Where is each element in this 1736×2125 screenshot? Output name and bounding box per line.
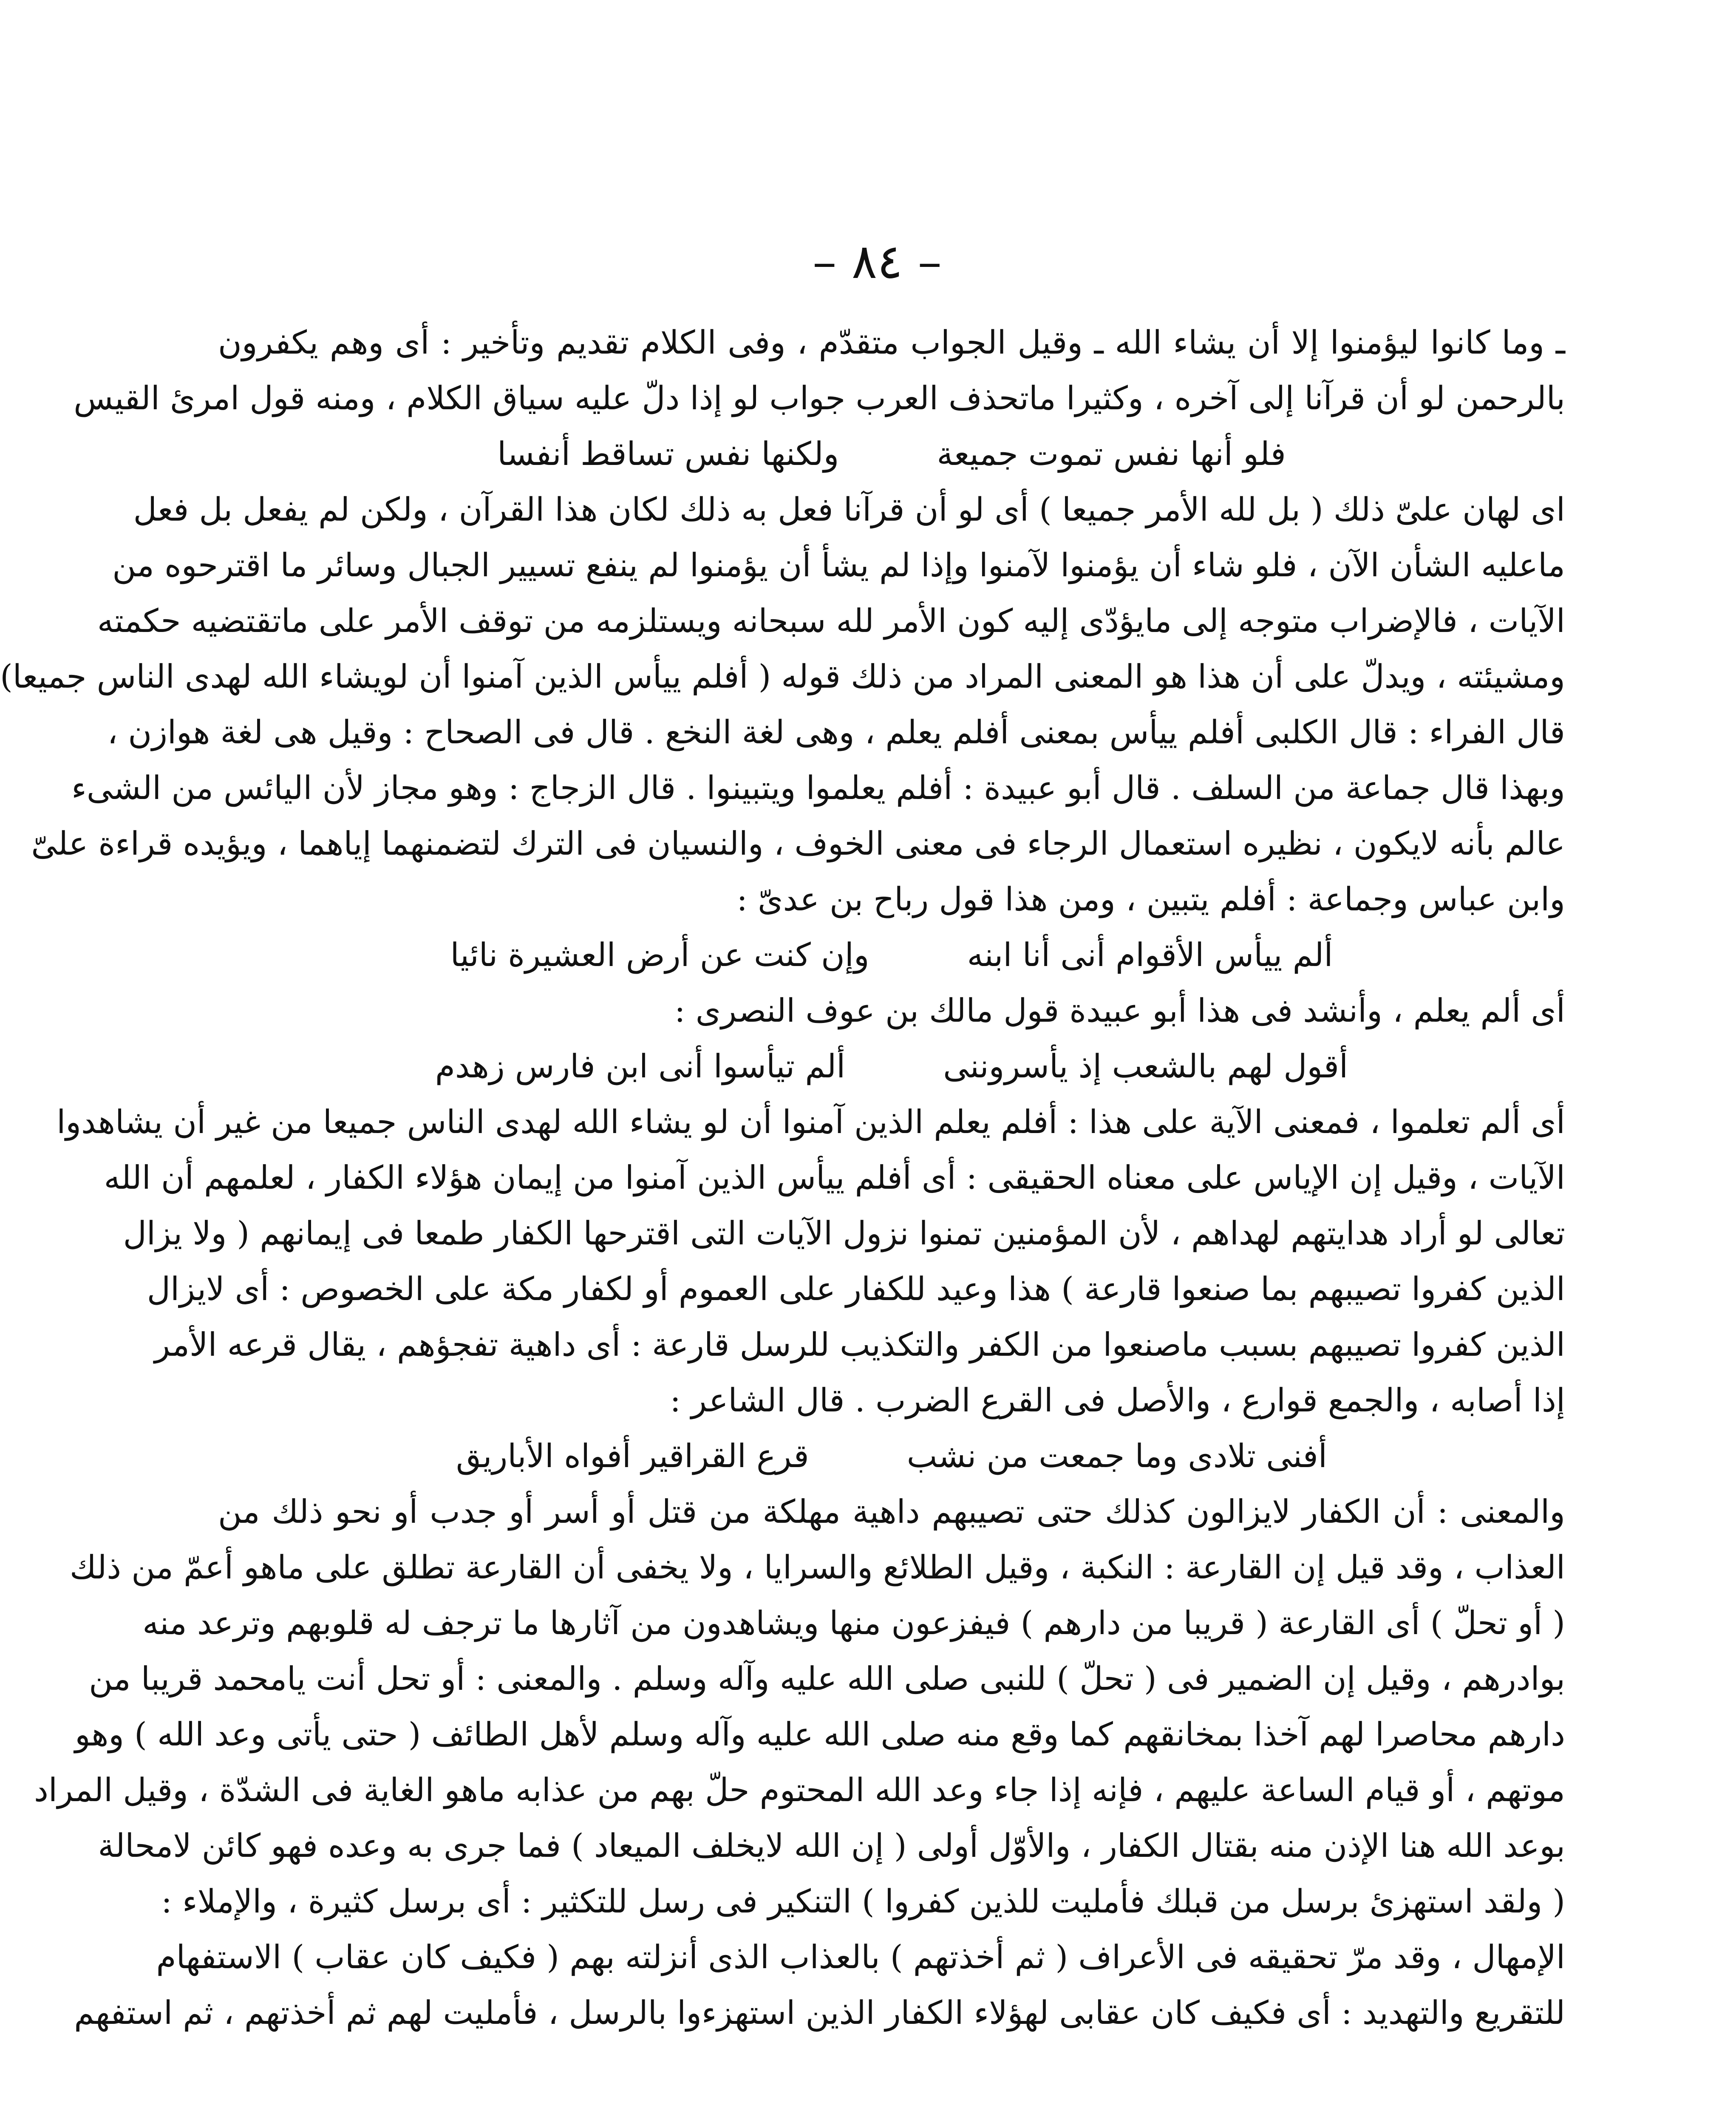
text-line: الإمهال ، وقد مرّ تحقيقه فى الأعراف ( ثم أخذتهم ) بالعذاب الذى أنزلته بهم ( فكيف كان عقاب ) الاستفهام [156, 1938, 1565, 1976]
text-line: بوادرهم ، وقيل إن الضمير فى ( تحلّ ) للنبى صلى الله عليه وآله وسلم . والمعنى : أو تحل أنت يامحمد قريبا من [89, 1660, 1565, 1697]
text-line: بالرحمن لو أن قرآنا إلى آخره ، وكثيرا ماتحذف العرب جواب لو إذا دلّ عليه سياق الكلام ، ومنه قول امرئ القيس [74, 379, 1565, 417]
text-line: موتهم ، أو قيام الساعة عليهم ، فإنه إذا جاء وعد الله المحتوم حلّ بهم من عذابه ماهو الغاية فى الشدّة ، وقيل المراد [34, 1771, 1565, 1809]
text-line: ( أو تحلّ ) أى القارعة ( قريبا من دارهم ) فيفزعون منها ويشاهدون من آثارها ما ترجف له قلوبهم وترعد منه [142, 1604, 1565, 1642]
text-line: ومشيئته ، ويدلّ على أن هذا هو المعنى المراد من ذلك قوله ( أفلم ييأس الذين آمنوا أن لويشاء الله لهدى الناس جميعا) [0, 657, 1565, 695]
text-line: الذين كفروا تصيبهم بما صنعوا قارعة ) هذا وعيد للكفار على العموم أو لكفار مكة على الخصوص : أى لايزال [147, 1270, 1565, 1308]
text-line: ( ولقد استهزئ برسل من قبلك فأمليت للذين كفروا ) التنكير فى رسل للتكثير : أى برسل كثيرة ، والإملاء : [161, 1882, 1565, 1920]
poetry-verse [218, 426, 1565, 482]
text-line: عالم بأنه لايكون ، نظيره استعمال الرجاء فى معنى الخوف ، والنسيان فى الترك لتضمنهما إياهما ، ويؤيده قراءة علىّ [31, 824, 1565, 862]
verse-second-hemistich: قرع القراقير أفواه الأباريق [456, 1437, 809, 1475]
verse-second-hemistich: ولكنها نفس تساقط أنفسا [497, 435, 839, 473]
verse-first-hemistich: ألم ييأس الأقوام أنى أنا ابنه [967, 936, 1333, 974]
text-line: إذا أصابه ، والجمع قوارع ، والأصل فى القرع الضرب . قال الشاعر : [670, 1381, 1565, 1419]
page-number: – ٨٤ – [813, 234, 942, 289]
text-line: وبهذا قال جماعة من السلف . قال أبو عبيدة : أفلم يعلموا ويتبينوا . قال الزجاج : وهو مجاز لأن اليائس من الشىء [71, 769, 1565, 807]
text-line: الآيات ، وقيل إن الإياس على معناه الحقيقى : أى أفلم ييأس الذين آمنوا من إيمان هؤلاء الكفار ، لعلمهم أن الله [104, 1159, 1565, 1196]
page-body-text [0, 314, 1565, 2040]
verse-first-hemistich: أقول لهم بالشعب إذ يأسروننى [943, 1047, 1348, 1085]
poetry-verse [218, 927, 1565, 983]
text-line: ـ وما كانوا ليؤمنوا إلا أن يشاء الله ـ وقيل الجواب متقدّم ، وفى الكلام تقديم وتأخير : أى وهم يكفرون [218, 323, 1565, 361]
text-line: الآيات ، فالإضراب متوجه إلى مايؤدّى إليه كون الأمر لله سبحانه ويستلزمه من توقف الأمر على ماتقتضيه حكمته [97, 602, 1565, 640]
text-line: بوعد الله هنا الإذن منه بقتال الكفار ، والأوّل أولى ( إن الله لايخلف الميعاد ) فما جرى به وعده فهو كائن لامحالة [98, 1827, 1565, 1864]
text-line: والمعنى : أن الكفار لايزالون كذلك حتى تصيبهم داهية مهلكة من قتل أو أسر أو جدب أو نحو ذلك من [218, 1493, 1565, 1530]
text-line: قال الفراء : قال الكلبى أفلم ييأس بمعنى أفلم يعلم ، وهى لغة النخع . قال فى الصحاح : وقيل هى لغة هوازن ، [107, 713, 1565, 751]
poetry-verse [218, 1428, 1565, 1484]
verse-first-hemistich: أفنى تلادى وما جمعت من نشب [906, 1437, 1327, 1475]
text-line: الذين كفروا تصيبهم بسبب ماصنعوا من الكفر والتكذيب للرسل قارعة : أى داهية تفجؤهم ، يقال قرعه الأمر [154, 1326, 1565, 1363]
verse-first-hemistich: فلو أنها نفس تموت جميعة [937, 435, 1286, 473]
text-line: وابن عباس وجماعة : أفلم يتبين ، ومن هذا قول رباح بن عدىّ : [736, 880, 1565, 918]
text-line: العذاب ، وقد قيل إن القارعة : النكبة ، وقيل الطلائع والسرايا ، ولا يخفى أن القارعة تطلق على ماهو أعمّ من ذلك [70, 1548, 1565, 1586]
text-line: تعالى لو أراد هدايتهم لهداهم ، لأن المؤمنين تمنوا نزول الآيات التى اقترحها الكفار طمعا فى إيمانهم ( ولا يزال [123, 1214, 1565, 1252]
text-line: أى ألم يعلم ، وأنشد فى هذا أبو عبيدة قول مالك بن عوف النصرى : [674, 992, 1565, 1029]
text-line: للتقريع والتهديد : أى فكيف كان عقابى لهؤلاء الكفار الذين استهزءوا بالرسل ، فأمليت لهم ثم أخذتهم ، ثم استفهم [74, 1994, 1565, 2032]
poetry-verse [218, 1038, 1565, 1094]
text-line: اى لهان علىّ ذلك ( بل لله الأمر جميعا ) أى لو أن قرآنا فعل به ذلك لكان هذا القرآن ، ولكن لم يفعل بل فعل [133, 490, 1565, 528]
text-line: أى ألم تعلموا ، فمعنى الآية على هذا : أفلم يعلم الذين آمنوا أن لو يشاء الله لهدى الناس جميعا من غير أن يشاهدوا [57, 1103, 1565, 1141]
verse-second-hemistich: وإن كنت عن أرض العشيرة نائيا [450, 936, 869, 974]
text-line: دارهم محاصرا لهم آخذا بمخانقهم كما وقع منه صلى الله عليه وآله وسلم لأهل الطائف ( حتى يأتى وعد الله ) وهو [74, 1715, 1565, 1753]
verse-second-hemistich: ألم تيأسوا أنى ابن فارس زهدم [435, 1047, 846, 1085]
text-line: ماعليه الشأن الآن ، فلو شاء أن يؤمنوا لآمنوا وإذا لم يشأ أن يؤمنوا لم ينفع تسيير الجبال وسائر ما اقترحوه من [112, 546, 1565, 584]
